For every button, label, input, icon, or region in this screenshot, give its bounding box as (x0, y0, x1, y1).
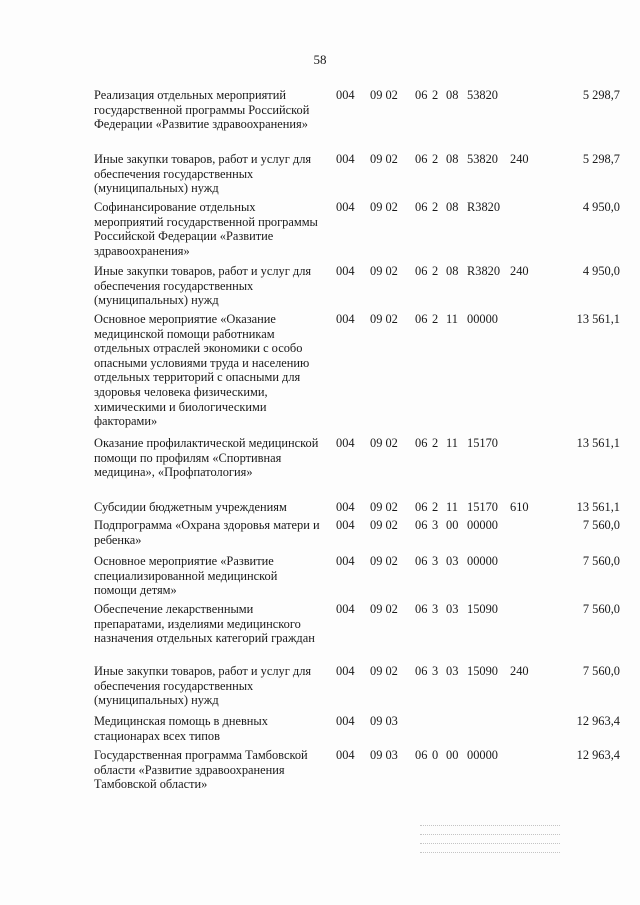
cell-razd: 09 03 (370, 748, 398, 762)
cell-ved: 004 (336, 152, 355, 166)
cell-p2: 0 (432, 748, 439, 762)
cell-p2: 2 (432, 264, 439, 278)
cell-razd: 09 02 (370, 664, 398, 678)
cell-sum: 7 560,0 (582, 602, 620, 616)
row-name: Реализация отдельных мероприятий государственной программы Российской Федерации «Развитие здравоохранения» (94, 88, 310, 132)
cell-p1: 06 (415, 748, 428, 762)
cell-ved: 004 (336, 602, 355, 616)
cell-p3: 00 (446, 748, 459, 762)
cell-p1: 06 (415, 602, 428, 616)
cell-p4: 53820 (467, 152, 498, 166)
cell-razd: 09 02 (370, 518, 398, 532)
cell-p4: 00000 (467, 748, 498, 762)
row-name: Медицинская помощь в дневных стационарах всех типов (94, 714, 268, 743)
cell-razd: 09 02 (370, 602, 398, 616)
cell-sum: 13 561,1 (576, 436, 620, 450)
row-name: Обеспечение лекарственными препаратами, изделиями медицинского назначения отдельных категорий граждан (94, 602, 315, 646)
cell-p2: 2 (432, 88, 439, 102)
cell-ved: 004 (336, 518, 355, 532)
cell-p1: 06 (415, 436, 428, 450)
cell-p2: 3 (432, 554, 439, 568)
cell-p2: 3 (432, 664, 439, 678)
cell-vr: 610 (510, 500, 529, 514)
cell-p1: 06 (415, 264, 428, 278)
cell-ved: 004 (336, 500, 355, 514)
cell-razd: 09 02 (370, 436, 398, 450)
cell-p2: 2 (432, 436, 439, 450)
cell-ved: 004 (336, 436, 355, 450)
cell-p2: 2 (432, 152, 439, 166)
cell-razd: 09 02 (370, 152, 398, 166)
cell-sum: 13 561,1 (576, 312, 620, 326)
cell-p2: 2 (432, 312, 439, 326)
cell-p3: 03 (446, 554, 459, 568)
cell-sum: 5 298,7 (582, 88, 620, 102)
cell-razd: 09 02 (370, 88, 398, 102)
cell-sum: 7 560,0 (582, 518, 620, 532)
cell-sum: 13 561,1 (576, 500, 620, 514)
cell-p3: 11 (446, 436, 458, 450)
cell-p2: 3 (432, 602, 439, 616)
cell-sum: 5 298,7 (582, 152, 620, 166)
cell-p3: 08 (446, 200, 459, 214)
cell-p1: 06 (415, 312, 428, 326)
row-name: Иные закупки товаров, работ и услуг для обеспечения государственных (муниципальных) нужд (94, 264, 312, 308)
cell-p1: 06 (415, 518, 428, 532)
cell-p2: 2 (432, 500, 439, 514)
cell-p4: 15170 (467, 436, 498, 450)
cell-p1: 06 (415, 664, 428, 678)
cell-p3: 11 (446, 500, 458, 514)
cell-vr: 240 (510, 152, 529, 166)
cell-vr: 240 (510, 264, 529, 278)
cell-p4: 15170 (467, 500, 498, 514)
cell-p3: 11 (446, 312, 458, 326)
cell-p4: 00000 (467, 312, 498, 326)
cell-sum: 4 950,0 (582, 264, 620, 278)
cell-ved: 004 (336, 748, 355, 762)
cell-p1: 06 (415, 152, 428, 166)
row-name: Основное мероприятие «Развитие специализированной медицинской помощи детям» (94, 554, 278, 598)
cell-razd: 09 02 (370, 554, 398, 568)
cell-p4: R3820 (467, 200, 501, 214)
row-name: Софинансирование отдельных мероприятий государственной программы Российской Федерации «Развитие здравоохранения» (94, 200, 318, 258)
cell-razd: 09 02 (370, 500, 398, 514)
row-name: Подпрограмма «Охрана здоровья матери и ребенка» (94, 518, 320, 547)
cell-p4: 15090 (467, 664, 498, 678)
cell-p4: 53820 (467, 88, 498, 102)
cell-p3: 00 (446, 518, 459, 532)
cell-p3: 03 (446, 602, 459, 616)
cell-ved: 004 (336, 264, 355, 278)
cell-p4: 15090 (467, 602, 498, 616)
cell-razd: 09 02 (370, 312, 398, 326)
cell-p1: 06 (415, 88, 428, 102)
scan-artifact (420, 818, 560, 868)
cell-p4: R3820 (467, 264, 501, 278)
cell-ved: 004 (336, 312, 355, 326)
cell-p3: 03 (446, 664, 459, 678)
cell-ved: 004 (336, 88, 355, 102)
cell-p4: 00000 (467, 554, 498, 568)
row-name: Иные закупки товаров, работ и услуг для обеспечения государственных (муниципальных) нужд (94, 664, 312, 708)
row-name: Субсидии бюджетным учреждениям (94, 500, 287, 514)
row-name: Государственная программа Тамбовской области «Развитие здравоохранения Тамбовской области» (94, 748, 308, 792)
cell-p3: 08 (446, 152, 459, 166)
row-name: Основное мероприятие «Оказание медицинской помощи работникам отдельных отраслей экономики с особо опасными условиями труда и населению отдельных территорий с опасными для здоровья человека физическими, химическими и биологическими факторами» (94, 312, 310, 429)
cell-p2: 3 (432, 518, 439, 532)
cell-ved: 004 (336, 200, 355, 214)
cell-vr: 240 (510, 664, 529, 678)
cell-sum: 7 560,0 (582, 554, 620, 568)
cell-p1: 06 (415, 500, 428, 514)
cell-p3: 08 (446, 88, 459, 102)
cell-ved: 004 (336, 554, 355, 568)
cell-razd: 09 02 (370, 200, 398, 214)
cell-p2: 2 (432, 200, 439, 214)
cell-p1: 06 (415, 554, 428, 568)
cell-razd: 09 02 (370, 264, 398, 278)
cell-ved: 004 (336, 714, 355, 728)
page-number: 58 (313, 52, 327, 67)
row-name: Оказание профилактической медицинской помощи по профилям «Спортивная медицина», «Профпатология» (94, 436, 319, 480)
cell-ved: 004 (336, 664, 355, 678)
cell-razd: 09 03 (370, 714, 398, 728)
row-name: Иные закупки товаров, работ и услуг для обеспечения государственных (муниципальных) нужд (94, 152, 312, 196)
cell-sum: 4 950,0 (582, 200, 620, 214)
cell-p3: 08 (446, 264, 459, 278)
cell-sum: 12 963,4 (576, 714, 620, 728)
cell-p1: 06 (415, 200, 428, 214)
cell-sum: 7 560,0 (582, 664, 620, 678)
cell-sum: 12 963,4 (576, 748, 620, 762)
cell-p4: 00000 (467, 518, 498, 532)
